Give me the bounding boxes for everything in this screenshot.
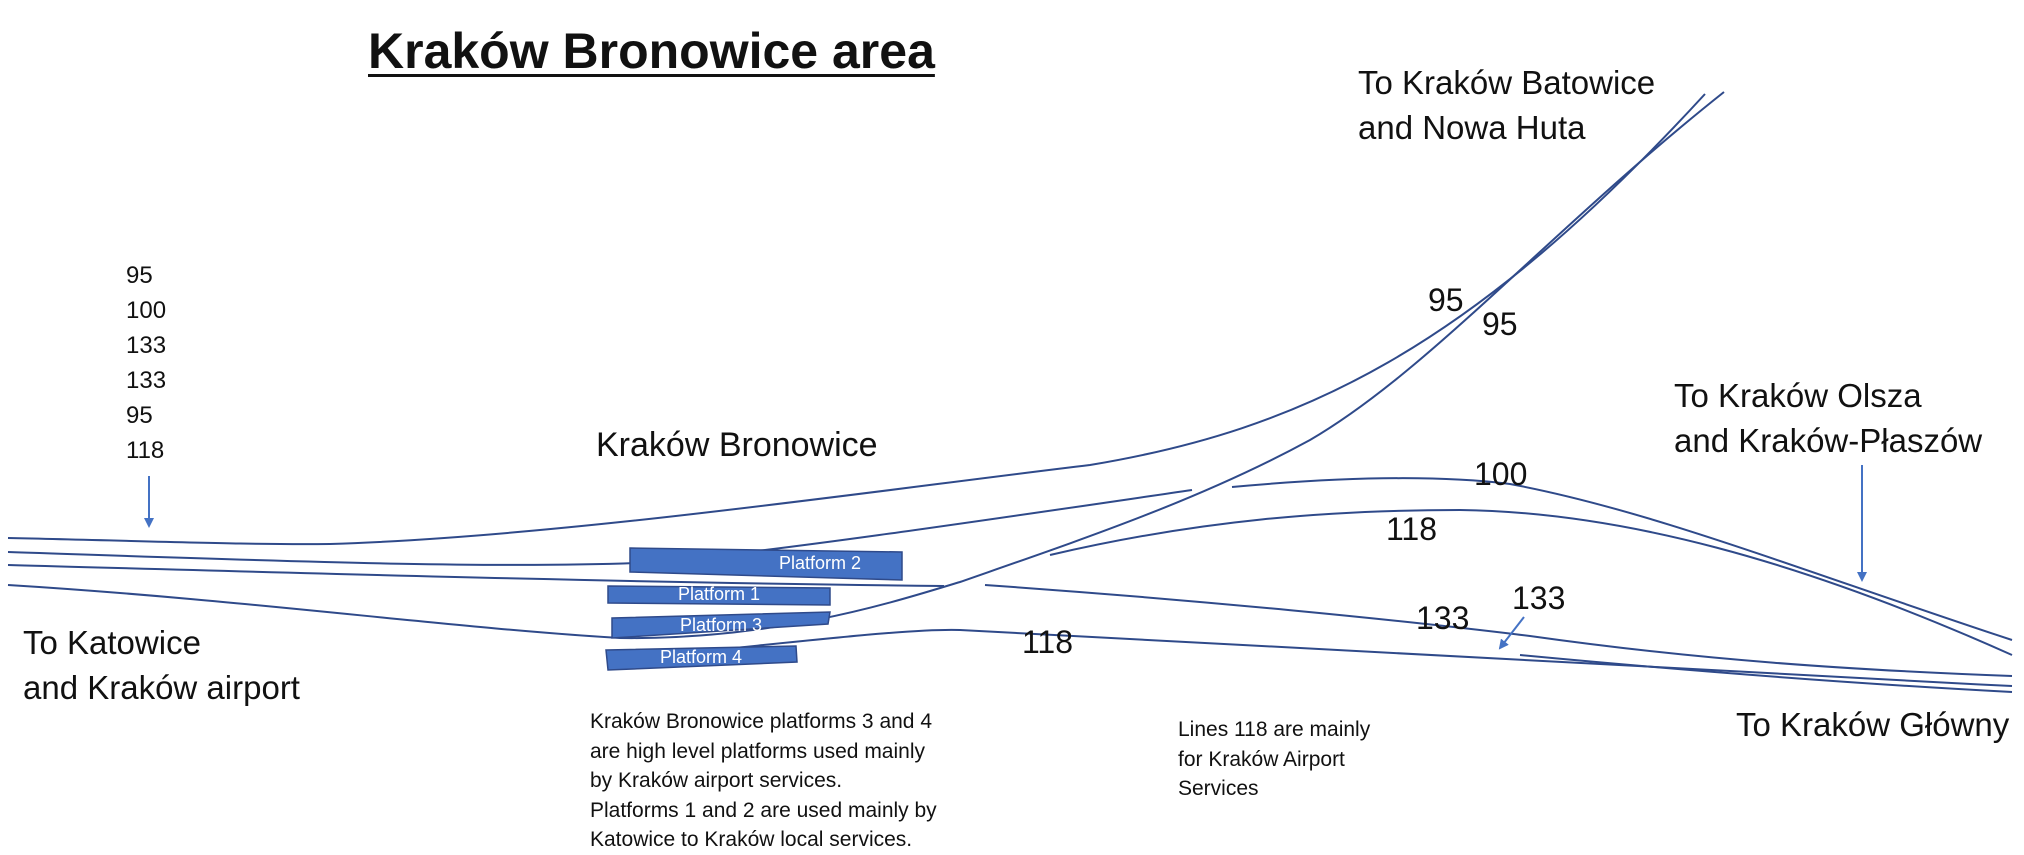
track-95-north [8, 94, 1705, 544]
legend-item: 95 [126, 402, 153, 429]
platforms-note: Kraków Bronowice platforms 3 and 4 are high level platforms used mainly by Kraków airport services. Platforms 1 and 2 are used mainly by Katowice to Kraków local services. [590, 710, 937, 851]
platform-2-label: Platform 2 [778, 553, 862, 573]
station-label: Kraków Bronowice [596, 426, 878, 464]
line-number-133: 133 [1416, 600, 1470, 636]
line-number-118: 118 [1022, 624, 1074, 660]
legend-item: 133 [126, 332, 167, 359]
destination-katowice: To Katowice and Kraków airport [23, 624, 300, 706]
legend-item: 100 [126, 297, 167, 324]
platform-4-label: Platform 4 [659, 647, 743, 667]
legend-item: 118 [126, 437, 165, 464]
diagram-title: Kraków Bronowice area [368, 23, 935, 79]
destination-olsza: To Kraków Olsza and Kraków-Płaszów [1674, 377, 1983, 459]
legend-item: 95 [126, 262, 153, 289]
destination-glowny: To Kraków Główny [1736, 706, 2010, 743]
line-legend [126, 258, 166, 468]
line-number-100: 100 [1474, 456, 1528, 492]
line-number-133: 133 [1512, 580, 1566, 616]
destination-batowice: To Kraków Batowice and Nowa Huta [1358, 64, 1656, 146]
legend-item: 133 [126, 367, 167, 394]
platform-3-label: Platform 3 [679, 615, 763, 635]
track-118-lower [610, 630, 2012, 686]
platform-1-label: Platform 1 [677, 584, 761, 604]
line-number-95: 95 [1428, 282, 1464, 318]
lines-note: Lines 118 are mainly for Kraków Airport Services [1178, 718, 1371, 800]
line-number-95: 95 [1482, 306, 1518, 342]
line-number-118: 118 [1386, 511, 1438, 547]
track-100-upper [8, 490, 1192, 565]
track-133-a [985, 585, 2012, 676]
